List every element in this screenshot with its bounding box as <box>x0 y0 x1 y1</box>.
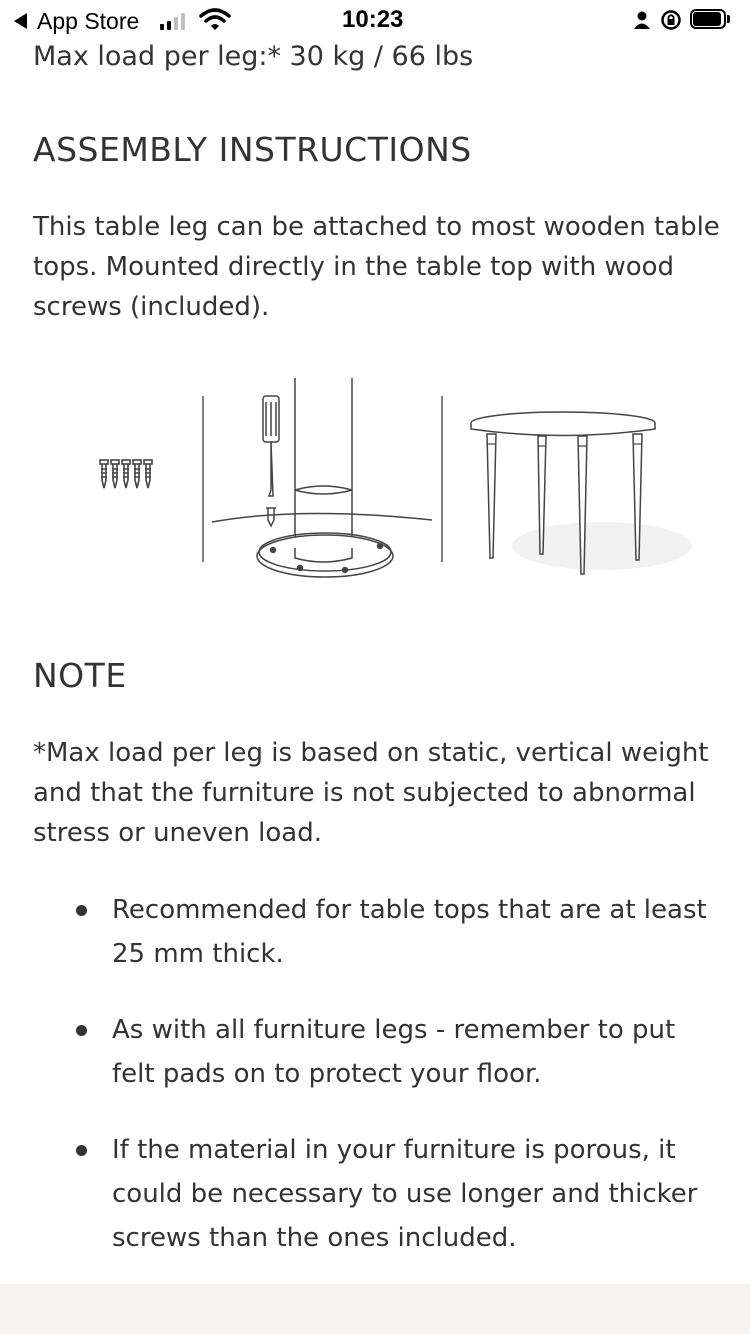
assembly-heading: ASSEMBLY INSTRUCTIONS <box>33 130 472 169</box>
footer-band <box>0 1284 750 1334</box>
bullet-icon <box>76 905 87 916</box>
wifi-icon <box>199 8 231 32</box>
back-arrow-icon <box>14 13 27 29</box>
note-bullet-list <box>33 888 723 1292</box>
back-to-app-store[interactable] <box>14 6 139 36</box>
person-icon <box>632 10 652 30</box>
status-bar <box>0 0 750 40</box>
orientation-lock-icon <box>660 9 682 31</box>
bullet-icon <box>76 1145 87 1156</box>
screws-icon <box>100 460 152 488</box>
signal-icon <box>160 12 185 30</box>
list-item <box>33 1008 723 1096</box>
bullet-text: Recommended for table tops that are at least 25 mm thick. <box>112 895 707 969</box>
bullet-text: If the material in your furniture is porous, it could be necessary to use longer and thicker screws than the ones included. <box>112 1135 698 1253</box>
back-app-label: App Store <box>37 7 140 34</box>
assembly-text: This table leg can be attached to most wooden table tops. Mounted directly in the table top with wood screws (included). <box>33 212 720 322</box>
clock-time: 10:23 <box>342 6 404 33</box>
assembly-illustration <box>90 378 700 588</box>
bullet-icon <box>76 1025 87 1036</box>
list-item <box>33 888 723 976</box>
note-heading: NOTE <box>33 656 127 695</box>
list-item <box>33 1128 723 1260</box>
bullet-text: As with all furniture legs - remember to put felt pads on to protect your floor. <box>112 1015 676 1089</box>
battery-icon <box>690 9 732 29</box>
table-drawing <box>471 412 692 574</box>
max-load-spec: Max load per leg:* 30 kg / 66 lbs <box>33 41 474 72</box>
note-text: *Max load per leg is based on static, vertical weight and that the furniture is not subjected to abnormal stress or uneven load. <box>33 738 709 848</box>
leg-mounting-drawing <box>212 378 432 577</box>
